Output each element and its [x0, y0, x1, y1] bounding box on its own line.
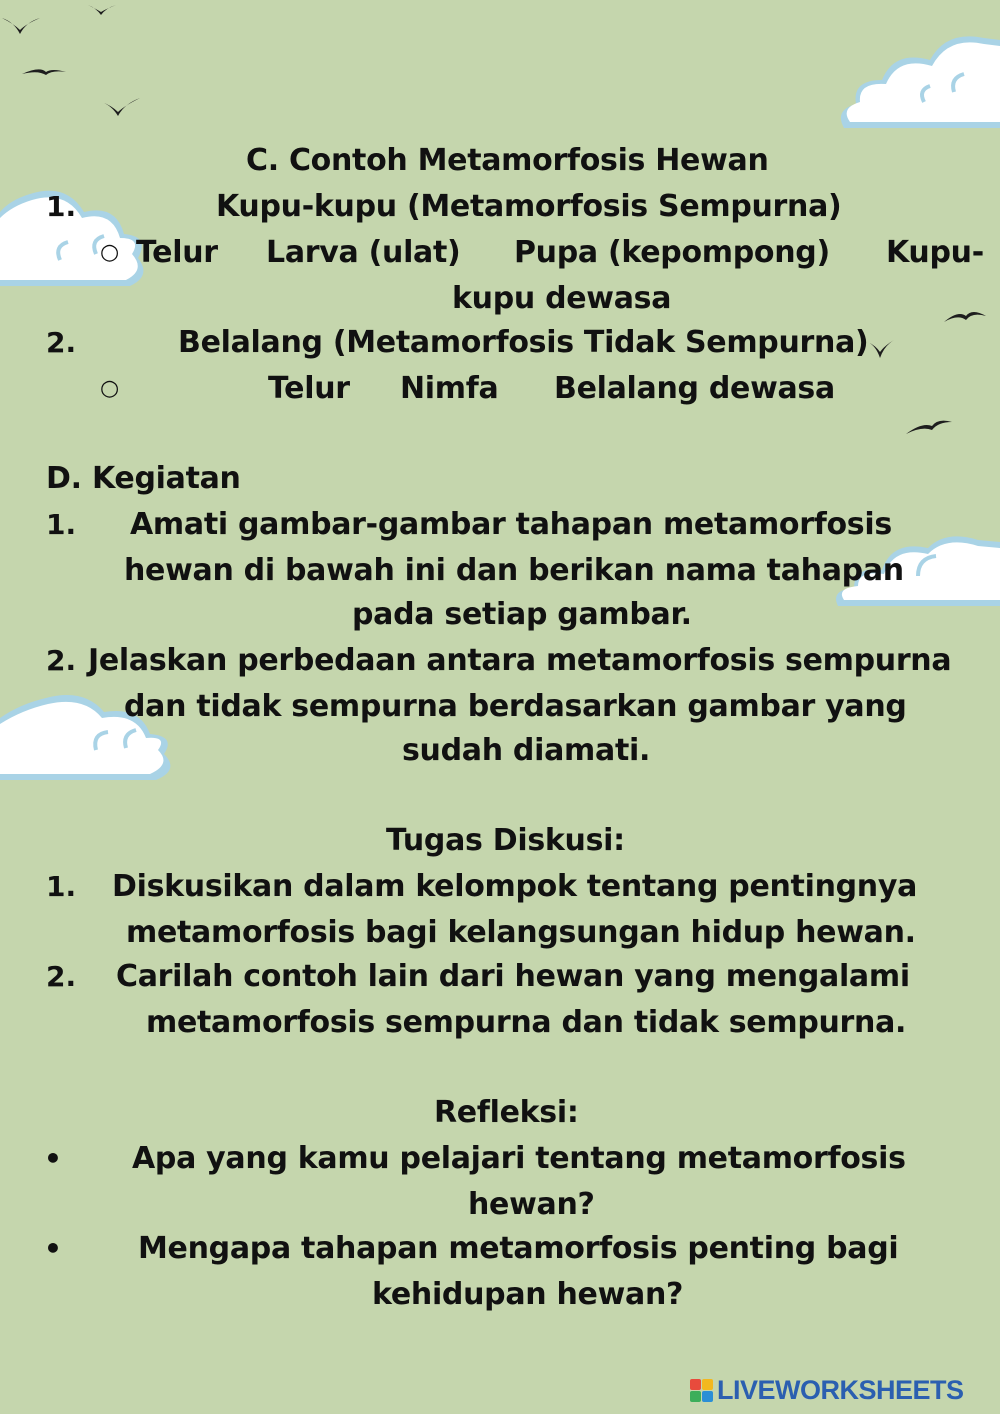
- bird-icon: [86, 2, 118, 18]
- stage-label: Larva (ulat): [266, 235, 461, 270]
- stage-label: Belalang dewasa: [554, 371, 835, 406]
- bird-icon: [904, 416, 954, 436]
- item-number: 1.: [46, 508, 77, 541]
- stage-label-cont: kupu dewasa: [452, 281, 672, 316]
- liveworksheets-logo-icon: [690, 1379, 713, 1402]
- brand-name: LIVEWORKSHEETS: [717, 1374, 964, 1405]
- bird-icon: [0, 14, 44, 38]
- reflection-line: Apa yang kamu pelajari tentang metamorfosis: [132, 1141, 906, 1176]
- activity-line: sudah diamati.: [402, 733, 651, 768]
- grasshopper-heading: Belalang (Metamorfosis Tidak Sempurna): [178, 325, 869, 360]
- item-number: 1.: [46, 190, 77, 223]
- discussion-line: Carilah contoh lain dari hewan yang mengalami: [116, 959, 910, 994]
- section-d-letter: D.: [46, 461, 82, 496]
- bird-icon: [20, 64, 68, 78]
- reflection-line: Mengapa tahapan metamorfosis penting bagi: [138, 1231, 899, 1266]
- bird-icon: [942, 306, 988, 326]
- bird-icon: [866, 336, 896, 362]
- section-d-title: Kegiatan: [92, 461, 241, 496]
- stage-label: Telur: [268, 371, 350, 406]
- reflection-line: kehidupan hewan?: [372, 1277, 684, 1312]
- activity-line: Jelaskan perbedaan antara metamorfosis sempurna: [88, 643, 952, 678]
- discussion-line: metamorfosis sempurna dan tidak sempurna.: [146, 1005, 907, 1040]
- activity-line: pada setiap gambar.: [352, 597, 692, 632]
- bullet: •: [44, 1232, 62, 1265]
- item-number: 2.: [46, 326, 77, 359]
- item-number: 2.: [46, 960, 77, 993]
- section-c-title: C. Contoh Metamorfosis Hewan: [246, 143, 769, 178]
- butterfly-heading: Kupu-kupu (Metamorfosis Sempurna): [216, 189, 842, 224]
- activity-line: Amati gambar-gambar tahapan metamorfosis: [130, 507, 892, 542]
- bullet: ○: [100, 376, 120, 401]
- reflection-title: Refleksi:: [434, 1095, 579, 1130]
- stage-label: Nimfa: [400, 371, 499, 406]
- activity-line: dan tidak sempurna berdasarkan gambar yang: [124, 689, 907, 724]
- stage-label: Kupu-: [886, 235, 984, 270]
- bullet: •: [44, 1142, 62, 1175]
- stage-label: Telur: [136, 235, 218, 270]
- item-number: 2.: [46, 644, 77, 677]
- discussion-line: metamorfosis bagi kelangsungan hidup hewan.: [126, 915, 916, 950]
- bullet: ○: [100, 240, 120, 265]
- activity-line: hewan di bawah ini dan berikan nama tahapan: [124, 553, 904, 588]
- cloud-icon: [834, 30, 1000, 136]
- bird-icon: [100, 96, 142, 120]
- discussion-line: Diskusikan dalam kelompok tentang pentingnya: [112, 869, 918, 904]
- liveworksheets-logo[interactable]: [690, 1372, 990, 1408]
- stage-label: Pupa (kepompong): [514, 235, 830, 270]
- reflection-line: hewan?: [468, 1187, 595, 1222]
- item-number: 1.: [46, 870, 77, 903]
- discussion-title: Tugas Diskusi:: [386, 823, 625, 858]
